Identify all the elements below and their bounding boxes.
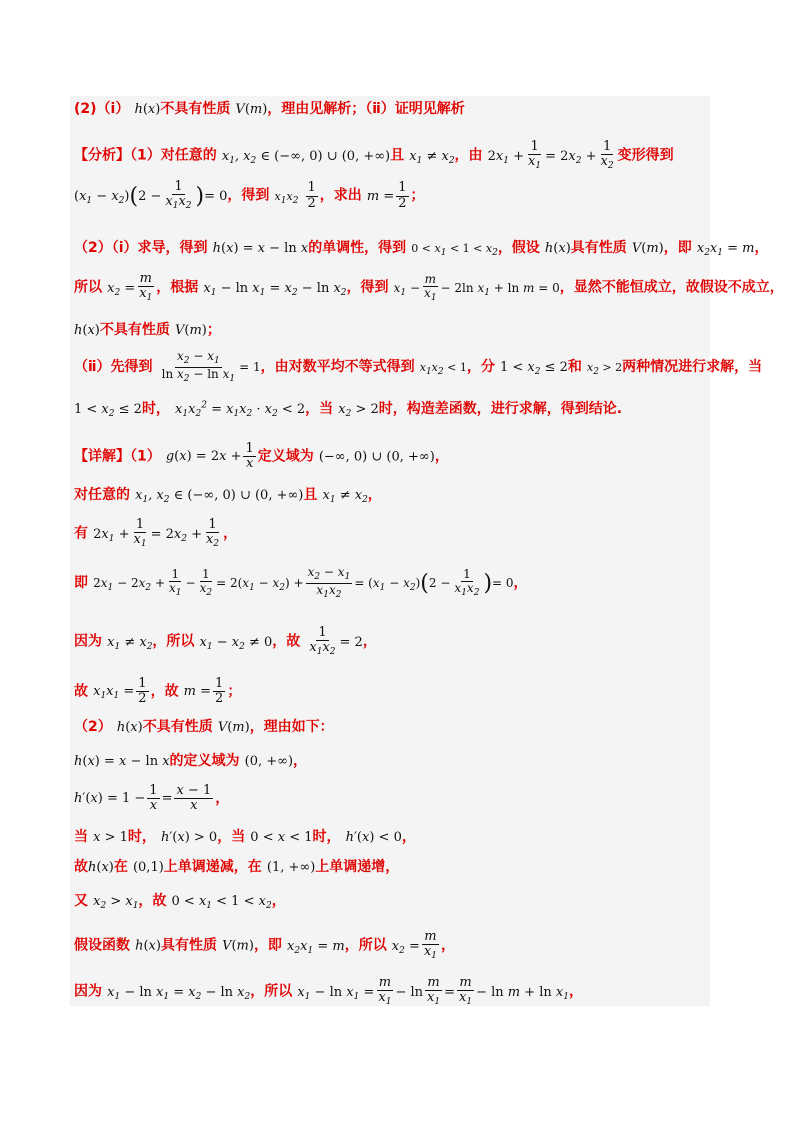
text: ，所以 xyxy=(152,633,195,650)
vm-math-4: V(m) xyxy=(217,720,250,735)
text: ， xyxy=(271,893,286,909)
xgt1-math: x > 1 xyxy=(93,830,128,845)
log-frac-math: $\frac{x_2 - x_1}{\ln x_2 - \ln x_1}$ = 1 xyxy=(161,349,261,384)
text: 有 xyxy=(74,525,88,542)
text: ， xyxy=(223,525,238,542)
vm-math-2: V(m) xyxy=(631,241,664,256)
text: ； xyxy=(206,322,221,338)
set-math: $x_1$, $x_2$ ∈ (−∞, 0) ∪ (0, +∞) xyxy=(221,148,391,166)
x2x1-math-2: $x_2x_1 = m$ xyxy=(287,938,345,956)
text: 且 xyxy=(390,147,405,164)
text: ，即 xyxy=(253,937,282,954)
text: 时，构造差函数，进行求解，得到结论. xyxy=(378,401,623,417)
leq-math: $x_1 - \ln x_1 = x_2 - \ln x_2$ xyxy=(107,984,251,1002)
text: 上单调递减，在 xyxy=(163,859,262,875)
hp-neg-math: h′(x) < 0 xyxy=(345,830,402,845)
product-math: $(x_1 - x_2)(2$ − $\frac{1}{x_1x_2}$ )= 0 xyxy=(74,179,228,212)
eq-math: $2x_1$ + $\frac{1}{x_1}$ = $2x_2$ + $\frac{1}{x_2}$ xyxy=(487,139,614,172)
text: 定义域为 xyxy=(257,448,314,465)
text: ，当 xyxy=(217,829,246,845)
analysis-line-7 xyxy=(74,398,622,419)
text: 当 xyxy=(74,829,88,845)
text: 具有性质 xyxy=(160,937,217,954)
detail-line-10 xyxy=(74,826,416,846)
eq2-math: $2x_1 - 2x_2$ + $\frac{1}{x_1}$ − $\frac{1}{x_2}$ = $2(x_1 - x_2)$ + $\frac{x_2 - x_1}{x_1x_2}$ = $(x_1 - x_2)(2$ − $\frac{1}{x_1x_2}$ )= 0 xyxy=(93,565,514,600)
g-def-math: g(x) = 2x + $\frac{1}{x}$ xyxy=(165,441,254,472)
x1x2-lt1-math: $x_1x_2 < 1$ xyxy=(419,360,467,377)
text: ，当 xyxy=(305,401,334,417)
text: 因为 xyxy=(74,633,102,650)
text: 因为 xyxy=(74,983,102,1000)
detail-line-11 xyxy=(74,856,399,876)
text: ， xyxy=(362,633,377,650)
text: 不具有性质 xyxy=(142,719,213,735)
analysis-tag: 【分析】 xyxy=(74,147,130,164)
text: ， xyxy=(401,829,416,845)
text: 故 xyxy=(74,859,88,875)
m-half-math: m = $\frac{1}{2}$ xyxy=(366,180,407,211)
neq-math: $x_1 \ne x_2$ xyxy=(409,148,455,166)
text: ，故 xyxy=(138,893,167,909)
detail-line-5 xyxy=(74,626,377,658)
detail-line-7 xyxy=(74,716,334,736)
text: ； xyxy=(227,683,242,700)
text: 时， xyxy=(127,829,156,845)
detail-line-8 xyxy=(74,750,307,770)
text: （ⅱ）先得到 xyxy=(74,358,153,375)
detail-line-14 xyxy=(74,976,583,1008)
case2-math-2: $x_2 > 2$ xyxy=(338,402,379,419)
text: ， xyxy=(293,753,308,769)
detail-line-6 xyxy=(74,677,241,707)
text: 所以 xyxy=(74,279,102,296)
h-def-math: h(x) = x − ln x xyxy=(212,241,309,256)
hx-math: h(x) xyxy=(134,102,161,117)
text: 不具有性质 xyxy=(99,322,170,338)
text: 对任意的 xyxy=(74,487,130,503)
h-def-math-2: h(x) = x − ln x xyxy=(74,754,170,769)
neq-math-2: $x_1 \ne x_2$ xyxy=(322,488,368,505)
neq-math-3: $x_1 \ne x_2$ xyxy=(107,634,153,652)
text: ，分 xyxy=(466,358,495,375)
hx-math-3: h(x) xyxy=(74,323,100,338)
text: ，理由如下： xyxy=(249,719,334,735)
ineq-math: $0 < x_1 < 1 < x_2$ xyxy=(411,242,498,258)
text: ，所以 xyxy=(250,983,293,1000)
text: 的单调性，得到 xyxy=(308,240,407,256)
roman-i: （ⅰ） xyxy=(96,101,130,117)
hp-pos-math: h′(x) > 0 xyxy=(160,830,218,845)
text: 的定义域为 xyxy=(169,753,240,769)
text: 即 xyxy=(74,574,88,591)
hx-math-5: h(x) xyxy=(88,860,114,875)
vm-math-3: V(m) xyxy=(174,323,207,338)
detail-line-9 xyxy=(74,784,229,814)
x2-m-math-2: $x_2$ = $\frac{m}{x_1}$ xyxy=(391,929,437,962)
x2x1-math: $x_2x_1 = m$ xyxy=(696,241,755,258)
half-math: $\frac{1}{2}$ xyxy=(307,180,316,211)
hprime-math: h′(x) = 1 − $\frac{1}{x}$ = $\frac{x - 1}{x}$ xyxy=(74,783,212,814)
detail-tag: 【详解】 xyxy=(74,448,130,465)
text: 假设函数 xyxy=(74,937,130,954)
expr-math: $x_1$ − $\frac{m}{x_1}$ − 2ln $x_1 + \ln m = 0$ xyxy=(393,271,560,303)
text: ， xyxy=(754,240,769,256)
text: ，即 xyxy=(663,240,692,256)
text: ，求出 xyxy=(319,187,362,204)
frac-eq-math: $\frac{1}{x_1x_2}$ = 2 xyxy=(309,625,363,658)
x1x2-math: $x_1x_2$ xyxy=(274,189,299,206)
last-math: $x_1 - \ln x_1$ = $\frac{m}{x_1}$ − ln $\frac{m}{x_1}$ = $\frac{m}{x_1}$ − $\ln m + \ln x_1$ xyxy=(297,975,569,1008)
vm-math-5: V(m) xyxy=(222,938,254,954)
text: ，得到 xyxy=(346,279,389,296)
text: 时， xyxy=(141,401,170,417)
analysis-line-5 xyxy=(74,319,221,339)
reason-text: ，理由见解析； xyxy=(267,101,366,117)
m-half-math-2: m = $\frac{1}{2}$ xyxy=(183,676,224,707)
chain-math: $0 < x_1 < 1 < x_2$ xyxy=(171,894,272,911)
x1x2sq-math: $x_1x_2^2 = x_1x_2 \cdot x_2 < 2$ xyxy=(175,400,306,419)
roman-ii: （ⅱ） xyxy=(365,101,395,117)
text: ，由 xyxy=(454,147,483,164)
detail-line-3 xyxy=(74,518,237,550)
analysis-line-2 xyxy=(74,180,425,212)
detail-line-12 xyxy=(74,890,286,911)
proof-text: 证明见解析 xyxy=(394,101,465,117)
detail-line-4 xyxy=(74,566,528,601)
int1inf-math: (1, +∞) xyxy=(266,860,316,875)
case2-math: $x_2 > 2$ xyxy=(586,360,623,377)
text: 变形得到 xyxy=(617,147,674,164)
text: ，根据 xyxy=(156,279,199,296)
text: ， xyxy=(367,487,382,503)
text: ，得到 xyxy=(227,187,270,204)
text: 上单调递增， xyxy=(315,859,400,875)
hx-math-6: h(x) xyxy=(135,938,161,954)
analysis-line-1 xyxy=(74,140,674,172)
detail-line-2 xyxy=(74,484,382,505)
hx-math-2: h(x) xyxy=(544,241,571,256)
diff-math: $x_1 - x_2 \ne 0$ xyxy=(199,634,273,652)
analysis-line-6 xyxy=(74,350,762,385)
text: ，所以 xyxy=(344,937,387,954)
domain-math: (−∞, 0) ∪ (0, +∞) xyxy=(318,449,435,465)
text: （2） xyxy=(74,719,112,735)
x1x2-half-math: $x_1x_1$ = $\frac{1}{2}$ xyxy=(93,676,147,707)
h-domain-math: (0, +∞) xyxy=(244,754,294,769)
ln-eq-math: $x_1 - \ln x_1 = x_2 - \ln x_2$ xyxy=(203,280,347,298)
eq1-math: $2x_1$ + $\frac{1}{x_1}$ = $2x_2$ + $\frac{1}{x_2}$ xyxy=(93,517,220,550)
answer-line xyxy=(74,98,465,118)
text: 又 xyxy=(74,893,88,909)
text: 故 xyxy=(74,683,88,700)
x2-m-math: $x_2$ = $\frac{m}{x_1}$ xyxy=(107,271,153,304)
x2gtx1-math: $x_2 > x_1$ xyxy=(93,894,139,911)
detail-line-13 xyxy=(74,930,455,962)
detail-line-1 xyxy=(74,442,449,472)
text: 和 xyxy=(567,358,582,375)
no-property-text: 不具有性质 xyxy=(160,101,231,117)
text: 具有性质 xyxy=(570,240,627,256)
case1-math: $1 < x_2 \le 2$ xyxy=(499,359,568,377)
text: ， xyxy=(215,790,230,807)
text: 且 xyxy=(303,487,318,503)
text: 在 xyxy=(113,859,128,875)
text: ； xyxy=(410,187,425,204)
text: ，故 xyxy=(150,683,179,700)
text: ， xyxy=(513,574,528,591)
analysis-line-4 xyxy=(74,272,784,304)
text: ，由对数平均不等式得到 xyxy=(260,358,415,375)
text: ，显然不能恒成立，故假设不成立， xyxy=(559,279,784,296)
case1-math-2: $1 < x_2 \le 2$ xyxy=(74,402,142,419)
part-label: (2) xyxy=(74,101,97,117)
text: ， xyxy=(434,448,449,465)
text: 两种情况进行求解，当 xyxy=(622,358,763,375)
x01-math: 0 < x < 1 xyxy=(250,830,313,845)
text: ，故 xyxy=(272,633,301,650)
vm-math: V(m) xyxy=(235,102,268,117)
int01-math: (0,1) xyxy=(132,860,164,875)
text: （1）对任意的 xyxy=(130,147,217,164)
text: （2）（ⅰ）求导，得到 xyxy=(74,240,208,256)
analysis-line-3 xyxy=(74,237,769,258)
text: ， xyxy=(441,937,455,954)
hx-math-4: h(x) xyxy=(116,720,143,735)
text: ， xyxy=(568,983,583,1000)
text: ，假设 xyxy=(497,240,540,256)
text: （1） xyxy=(130,448,161,465)
set-math-2: $x_1$, $x_2$ ∈ (−∞, 0) ∪ (0, +∞) xyxy=(135,488,304,505)
text: 时， xyxy=(312,829,341,845)
